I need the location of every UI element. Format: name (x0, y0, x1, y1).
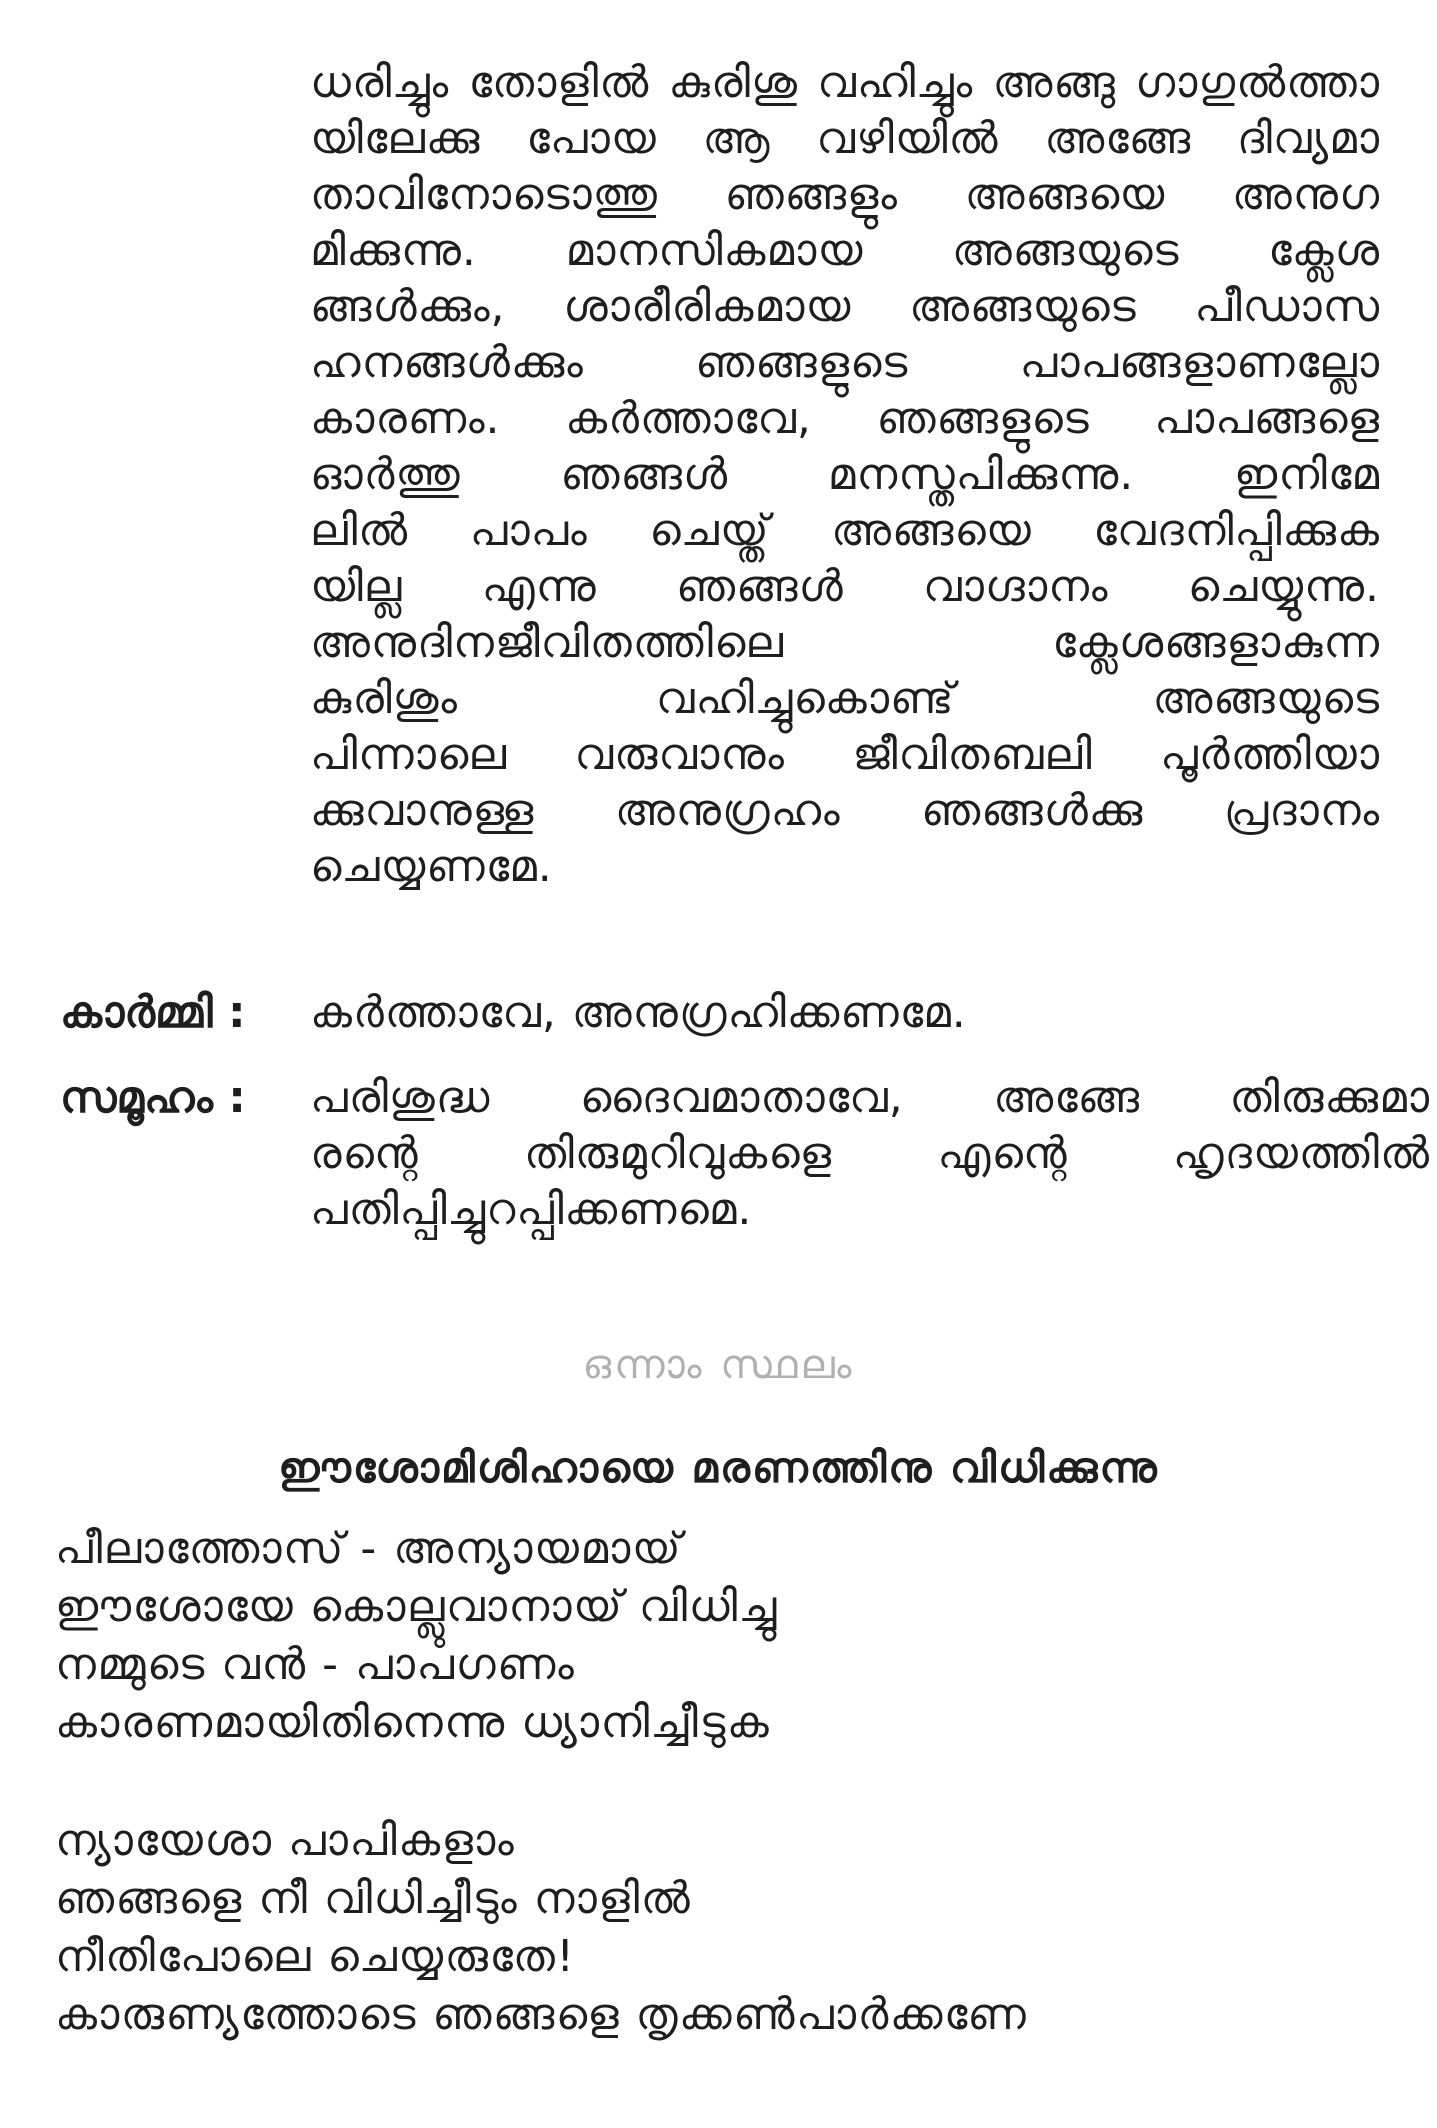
prayer-line: ചെയ്യണമേ. (310, 841, 553, 892)
prayer-line: ക്കുവാനുള്ള അനുഗ്രഹം ഞങ്ങൾക്കു പ്രദാനം (310, 785, 1380, 836)
hymn-line: കാരുണ്യത്തോടെ ഞങ്ങളെ തൃക്കൺപാർക്കണേ (55, 1989, 1028, 2040)
prayer-line: ഹനങ്ങൾക്കും ഞങ്ങളുടെ പാപങ്ങളാണല്ലോ (310, 337, 1380, 388)
prayer-line: യില്ല എന്നു ഞങ്ങൾ വാഗ്ദാനം ചെയ്യുന്നു. (310, 561, 1380, 612)
celebrant-line: കർത്താവേ, അനുഗ്രഹിക്കണമേ. (310, 987, 967, 1038)
prayer-line: ങ്ങൾക്കും, ശാരീരികമായ അങ്ങയുടെ പീഡാസ (310, 281, 1380, 332)
congregation-line: പരിശുദ്ധ ദൈവമാതാവേ, അങ്ങേ തിരുക്കുമാ (310, 1072, 1430, 1123)
prayer-line: ധരിച്ചും തോളിൽ കുരിശു വഹിച്ചും അങ്ങു ഗാഗുൽത്താ (310, 57, 1380, 108)
prayer-line: താവിനോടൊത്തു ഞങ്ങളും അങ്ങയെ അനുഗ (310, 169, 1380, 220)
prayer-line: കാരണം. കർത്താവേ, ഞങ്ങളുടെ പാപങ്ങളെ (310, 393, 1380, 444)
prayer-line: അനുദിനജീവിതത്തിലെ ക്ലേശങ്ങളാകുന്ന (310, 617, 1380, 668)
prayer-line: ഓർത്തു ഞങ്ങൾ മനസ്തപിക്കുന്നു. ഇനിമേ (310, 449, 1380, 500)
congregation-label: സമൂഹം : (60, 1072, 246, 1123)
hymn-line: കാരണമായിതിനെന്നു ധ്യാനിച്ചീടുക (55, 1697, 771, 1748)
station-subtitle: ഈശോമിശിഹായെ മരണത്തിനു വിധിക്കുന്നു (278, 1443, 1159, 1492)
prayer-line: കുരിശും വഹിച്ചുകൊണ്ട് അങ്ങയുടെ (310, 673, 1380, 724)
hymn-line: ഞങ്ങളെ നീ വിധിച്ചീടും നാളിൽ (55, 1873, 692, 1924)
prayer-line: മിക്കുന്നു. മാനസികമായ അങ്ങയുടെ ക്ലേശ (310, 225, 1380, 276)
station-title: ഒന്നാം സ്ഥലം (582, 1342, 855, 1388)
hymn-line: നീതിപോലെ ചെയ്യരുതേ! (55, 1931, 576, 1982)
hymn-line: പീലാത്തോസ് - അന്യായമായ് (55, 1523, 683, 1574)
prayer-line: ലിൽ പാപം ചെയ്ത് അങ്ങയെ വേദനിപ്പിക്കുക (310, 505, 1380, 556)
celebrant-text (310, 985, 1430, 1041)
celebrant-label: കാർമ്മി : (60, 987, 246, 1038)
hymn-stanza-1 (55, 1520, 1255, 1752)
prayer-line: പിന്നാലെ വരുവാനും ജീവിതബലി പൂർത്തിയാ (310, 729, 1380, 780)
hymn-line: ന്യായേശാ പാപികളാം (55, 1815, 516, 1866)
congregation-text (310, 1070, 1430, 1238)
hymn-line: ഈശോയേ കൊല്ലുവാനായ് വിധിച്ചു (55, 1581, 778, 1632)
prayer-paragraph (310, 55, 1380, 895)
hymn-line: നമ്മുടെ വൻ - പാപഗണം (55, 1639, 576, 1690)
prayer-line: യിലേക്കു പോയ ആ വഴിയിൽ അങ്ങേ ദിവ്യമാ (310, 113, 1380, 164)
congregation-line: രന്റെ തിരുമുറിവുകളെ എന്റെ ഹൃദയത്തിൽ (310, 1128, 1430, 1179)
hymn-stanza-2 (55, 1812, 1255, 2044)
congregation-line: പതിപ്പിച്ചുറപ്പിക്കണമെ. (310, 1184, 753, 1235)
